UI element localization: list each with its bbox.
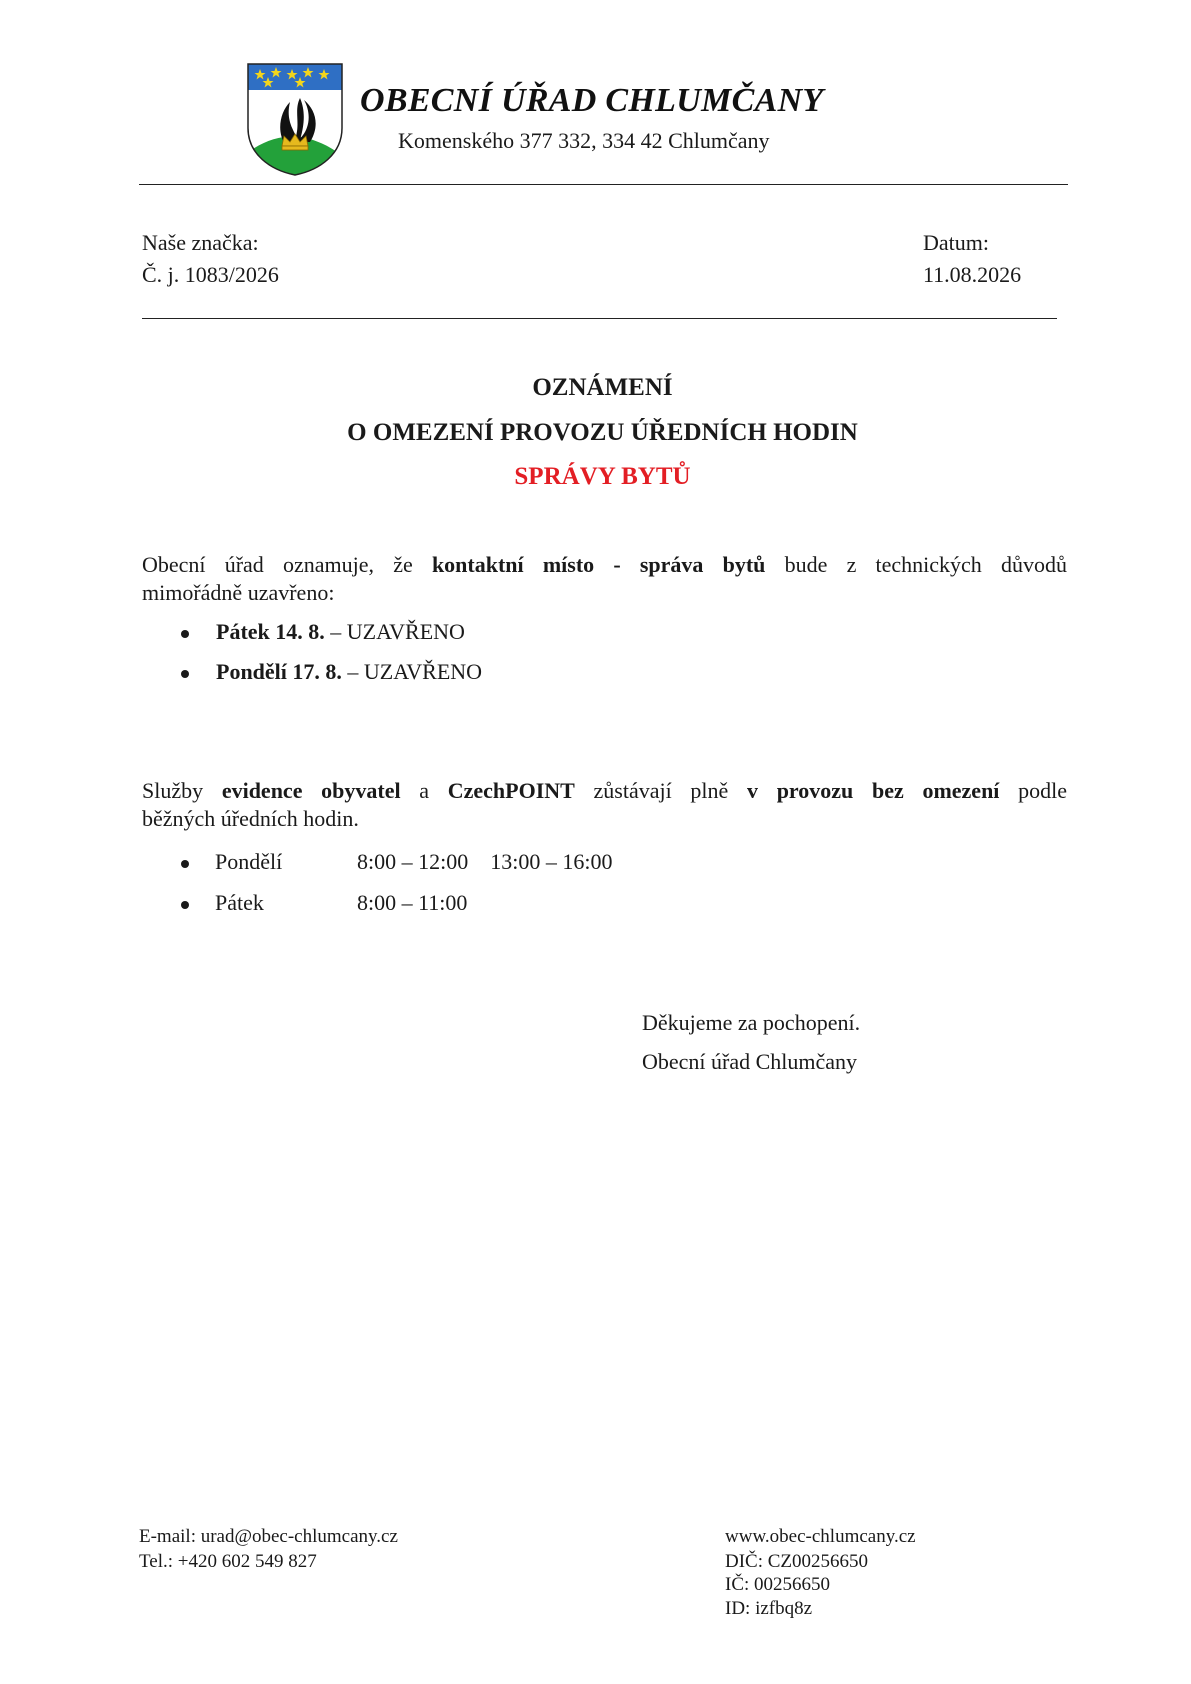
header-divider bbox=[139, 184, 1068, 185]
contact-point-name: kontaktní místo - správa bytů bbox=[431, 552, 766, 577]
organization-title: OBECNÍ ÚŘAD CHLUMČANY bbox=[360, 82, 824, 119]
reference-number: Č. j. 1083/2026 bbox=[142, 262, 279, 287]
bullet-icon bbox=[181, 630, 189, 638]
office-hours-row: Pondělí 8:00 – 12:00 13:00 – 16:00 bbox=[215, 849, 613, 874]
closure-paragraph: Obecní úřad oznamuje, že kontaktní místo - správa bytů bude z technických důvodů mimořádně uzavřeno: bbox=[142, 552, 1067, 605]
footer-email: E-mail: urad@obec-chlumcany.cz bbox=[139, 1526, 398, 1547]
closure-item: Pondělí 17. 8. – UZAVŘENO bbox=[216, 659, 483, 684]
footer-company-id: IČ: 00256650 bbox=[725, 1574, 831, 1595]
notice-department: SPRÁVY BYTŮ bbox=[514, 463, 691, 490]
bullet-icon bbox=[181, 670, 189, 678]
organization-address: Komenského 377 332, 334 42 Chlumčany bbox=[398, 128, 770, 153]
footer-phone: Tel.: +420 602 549 827 bbox=[139, 1551, 317, 1572]
bullet-icon bbox=[181, 901, 189, 909]
date-value: 11.08.2026 bbox=[923, 262, 1022, 287]
meta-divider bbox=[142, 318, 1057, 319]
footer-vat-id: DIČ: CZ00256650 bbox=[725, 1551, 869, 1572]
office-hours-row: Pátek 8:00 – 11:00 bbox=[215, 890, 468, 915]
closing-signature: Obecní úřad Chlumčany bbox=[642, 1049, 858, 1074]
notice-heading: OZNÁMENÍ bbox=[532, 374, 673, 401]
closure-item: Pátek 14. 8. – UZAVŘENO bbox=[216, 619, 465, 644]
notice-subheading: O OMEZENÍ PROVOZU ÚŘEDNÍCH HODIN bbox=[347, 419, 858, 446]
date-label: Datum: bbox=[923, 230, 989, 255]
footer-website: www.obec-chlumcany.cz bbox=[725, 1526, 916, 1547]
footer-databox-id: ID: izfbq8z bbox=[725, 1598, 813, 1619]
closing-thanks: Děkujeme za pochopení. bbox=[642, 1010, 861, 1035]
services-paragraph: Služby evidence obyvatel a CzechPOINT zůstávají plně v provozu bez omezení podle běžných úředních hodin. bbox=[142, 778, 1067, 831]
coat-of-arms-icon bbox=[246, 62, 344, 177]
bullet-icon bbox=[181, 860, 189, 868]
reference-label: Naše značka: bbox=[142, 230, 259, 255]
